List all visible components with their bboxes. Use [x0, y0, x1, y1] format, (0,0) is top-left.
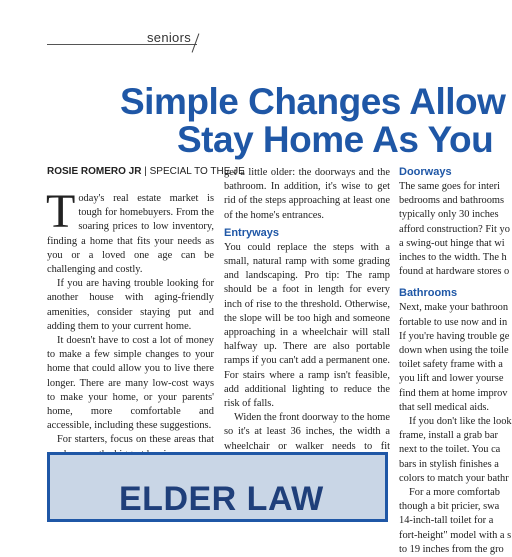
text-line: to 19 inches from the gro — [399, 543, 504, 555]
text-line: fortable to use now and in — [399, 316, 508, 328]
ad-title: ELDER LAW — [119, 480, 324, 518]
text-line: though a bit pricier, swa — [399, 501, 500, 513]
text-line: you lift and lower yourse — [399, 373, 504, 385]
subhead-bathrooms: Bathrooms — [399, 287, 458, 300]
headline-line-1: Simple Changes Allow — [120, 81, 506, 122]
text-line: 14-inch-tall toilet for a — [399, 515, 494, 527]
text-line: afford construction? Fit yo — [399, 223, 510, 235]
paragraph-text: oday's real estate market is tough for homebuyers. From the soaring prices to low inventory, finding a home that fits your needs as you or a loved one age can be challenging and costly. — [47, 193, 214, 276]
paragraph — [46, 185, 214, 277]
subhead-entryways: Entryways — [224, 226, 280, 239]
paragraph: get a little older: the doorways and the bathroom. In addition, it's wise to get rid of the steps approaching at least one of the home's entrances. — [224, 167, 390, 221]
text-line: that sell medical aids. — [399, 401, 490, 413]
text-line: next to the toilet. You ca — [399, 444, 501, 456]
paragraph: Widen the front doorway to the home so it's at least 36 inches, the width a wheelchair or walker needs to fit — [224, 412, 390, 452]
text-line: The same goes for interi — [399, 181, 500, 192]
subhead-doorways: Doorways — [399, 166, 452, 178]
text-line: inches to the width. The h — [399, 252, 507, 264]
text-line: frame, install a grab bar — [399, 430, 498, 442]
text-line: find them at home improv — [399, 387, 508, 399]
text-line: toilet safety frame with a — [399, 359, 503, 371]
headline-line-2: Stay Home As You — [177, 119, 494, 160]
text-line: If you're having trouble ge — [399, 330, 510, 342]
text-line: a swing-out hinge that wi — [399, 237, 505, 249]
text-line: typically only 30 inches — [399, 209, 499, 221]
text-line: Next, make your bathroon — [399, 302, 509, 314]
byline-author: ROSIE ROMERO JR — [47, 166, 142, 177]
section-slash — [192, 33, 200, 52]
text-line: found at hardware stores o — [399, 266, 510, 278]
section-label: seniors — [147, 30, 192, 45]
paragraph: You could replace the steps with a small, natural ramp with some grading and landscaping. Pro tip: The ramp should be a foot in length for every inch of rise to the threshold. Otherwise, the slope will be too high and someone approaching in a wheelchair will stall halfway up. There are also portable ramps if you can't add a permanent one. For stairs where a ramp isn't feasible, add additional lighting to reduce the risk of falls. — [224, 241, 390, 410]
text-line: For a more comfortab — [409, 487, 500, 499]
article-column-1 — [46, 185, 214, 462]
paragraph: For starters, focus on these areas that — [57, 434, 214, 446]
byline — [47, 166, 245, 177]
text-line: fort-height" model with a s — [399, 529, 512, 541]
article-column-3 — [399, 166, 512, 557]
text-line: bars in stylish finishes a — [399, 458, 499, 470]
paragraph: If you are having trouble looking for another house with aging-friendly amenities, consider staying put and adding them to your current home. — [47, 278, 214, 332]
paragraph: It doesn't have to cost a lot of money to make a few simple changes to your home that could allow you to live there longer. There are many low-cost ways to make your home, or your parents' home, more comfortable and accessible, including these suggestions. — [47, 335, 214, 432]
text-line: down when using the toile — [399, 345, 509, 357]
article-column-2 — [224, 166, 390, 468]
drop-cap: T — [46, 185, 76, 238]
text-line: If you don't like the look — [409, 416, 512, 428]
byline-affiliation: | SPECIAL TO THE JE — [141, 166, 245, 177]
text-line: bedrooms and bathrooms — [399, 195, 505, 207]
text-line: colors to match your bathr — [399, 472, 509, 484]
